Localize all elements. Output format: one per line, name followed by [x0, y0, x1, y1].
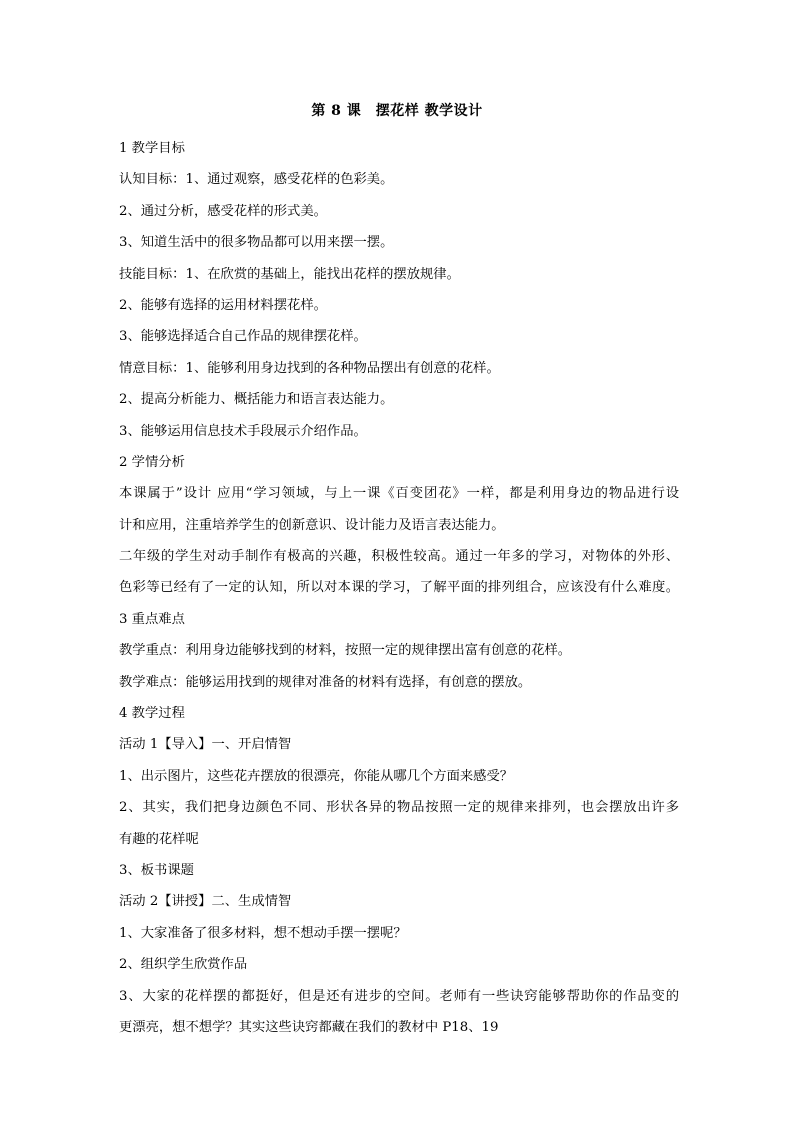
- paragraph-line: 2、其实，我们把身边颜色不同、形状各异的物品按照一定的规律来排列，也会摆放出许多: [119, 800, 679, 816]
- paragraph-line: 计和应用，注重培养学生的创新意识、设计能力及语言表达能力。: [119, 517, 505, 533]
- paragraph-line: 2、能够有选择的运用材料摆花样。: [119, 297, 327, 313]
- section-heading-analysis: 2 学情分析: [119, 454, 185, 470]
- paragraph-line: 色彩等已经有了一定的认知，所以对本课的学习，了解平面的排列组合，应该没有什么难度。: [119, 580, 679, 596]
- paragraph-line: 3、知道生活中的很多物品都可以用来摆一摆。: [119, 235, 394, 251]
- paragraph-line: 教学重点：利用身边能够找到的材料，按照一定的规律摆出富有创意的花样。: [119, 643, 572, 659]
- paragraph-line: 3、能够选择适合自己作品的规律摆花样。: [119, 329, 367, 345]
- section-heading-process: 4 教学过程: [119, 706, 185, 722]
- paragraph-line: 2、通过分析，感受花样的形式美。: [119, 203, 327, 219]
- document-title: 第 8 课 摆花样 教学设计: [311, 103, 483, 119]
- paragraph-line: 2、提高分析能力、概括能力和语言表达能力。: [119, 392, 394, 408]
- paragraph-line: 2、组织学生欣赏作品: [119, 957, 248, 973]
- paragraph-line: 教学难点：能够运用找到的规律对准备的材料有选择，有创意的摆放。: [119, 674, 532, 690]
- paragraph-line: 1、出示图片，这些花卉摆放的很漂亮，你能从哪几个方面来感受？: [119, 768, 514, 784]
- paragraph-line: 技能目标：1、在欣赏的基础上，能找出花样的摆放规律。: [119, 266, 460, 282]
- paragraph-line: 更漂亮，想不想学？其实这些诀窍都藏在我们的教材中 P18、19: [119, 1019, 499, 1035]
- section-heading-objectives: 1 教学目标: [119, 141, 185, 156]
- paragraph-line: 3、大家的花样摆的都挺好，但是还有进步的空间。老师有一些诀窍能够帮助你的作品变的: [119, 988, 679, 1004]
- paragraph-line: 情意目标：1、能够利用身边找到的各种物品摆出有创意的花样。: [119, 360, 500, 376]
- paragraph-line: 认知目标：1、通过观察，感受花样的色彩美。: [119, 172, 394, 188]
- section-heading-key-points: 3 重点难点: [119, 611, 185, 627]
- paragraph-line: 本课属于”设计 应用“学习领域，与上一课《百变团花》一样，都是利用身边的物品进行设: [119, 486, 679, 502]
- document-body: [119, 133, 679, 1043]
- paragraph-line: 3、能够运用信息技术手段展示介绍作品。: [119, 423, 367, 439]
- paragraph-line: 二年级的学生对动手制作有极高的兴趣，积极性较高。通过一年多的学习，对物体的外形、: [119, 549, 679, 565]
- paragraph-line: 1、大家准备了很多材料，想不想动手摆一摆呢？: [119, 925, 407, 941]
- paragraph-line: 3、板书课题: [119, 862, 194, 878]
- activity-heading: 活动 2【讲授】二、生成情智: [119, 894, 292, 910]
- paragraph-line: 有趣的花样呢: [119, 831, 199, 847]
- activity-heading: 活动 1【导入】一、开启情智: [119, 737, 292, 753]
